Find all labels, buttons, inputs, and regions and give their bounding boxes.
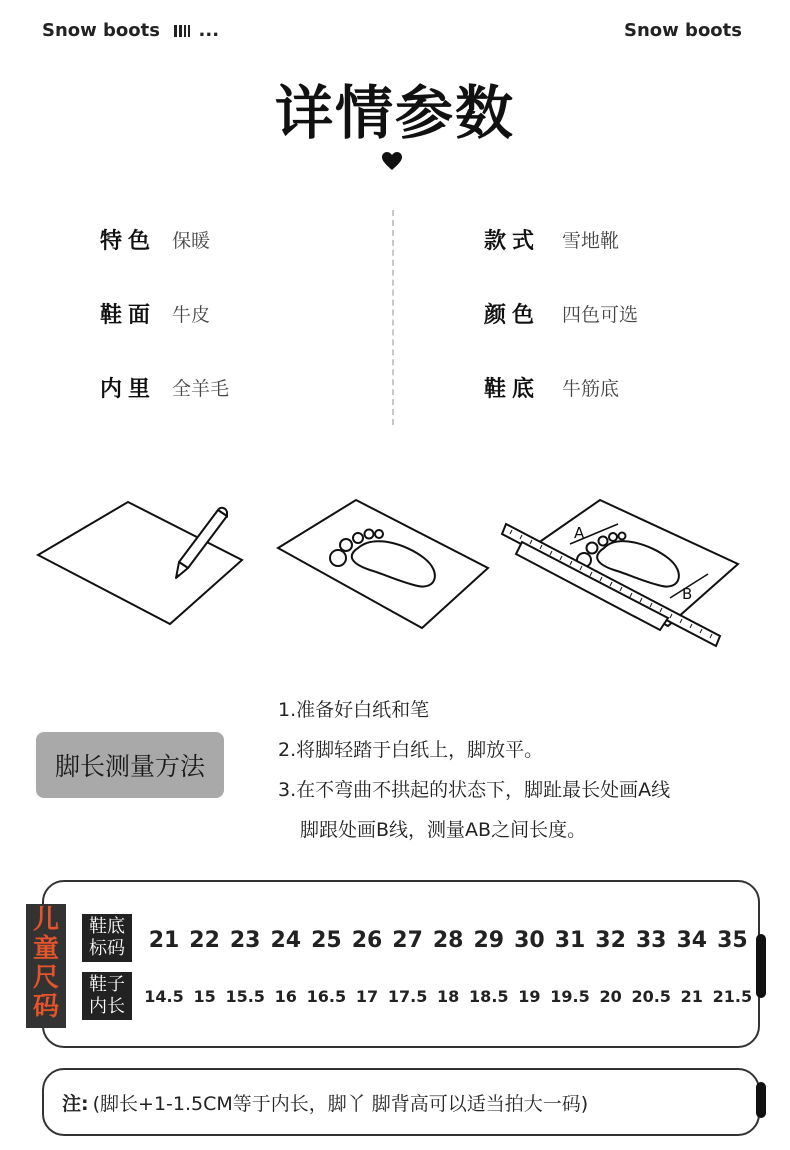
brand-left-text: Snow boots xyxy=(42,20,160,41)
spec-value-sole: 牛筋底 xyxy=(562,378,620,400)
size-chart xyxy=(42,880,760,1048)
size-note xyxy=(42,1068,760,1136)
kids-size-char: 码 xyxy=(32,992,59,1022)
spec-value-upper: 牛皮 xyxy=(172,304,211,326)
inner-length-cell: 15 xyxy=(193,987,216,1006)
step-1: 1.准备好白纸和笔 xyxy=(278,699,430,721)
spec-label-style: 款式 xyxy=(484,229,541,254)
mark-b-label: B xyxy=(682,585,693,603)
kids-size-label xyxy=(26,904,66,1028)
inner-length-row-label-line: 鞋子 xyxy=(89,974,125,995)
brand-bars-icon xyxy=(174,21,192,42)
size-cell: 32 xyxy=(595,928,626,953)
spec-label-sole: 鞋底 xyxy=(484,377,541,402)
size-row-label xyxy=(82,914,132,962)
size-cell: 34 xyxy=(676,928,708,953)
brand-right: Snow boots xyxy=(624,20,742,41)
size-cell: 31 xyxy=(554,928,586,953)
kids-size-char: 尺 xyxy=(32,963,59,993)
size-cell: 35 xyxy=(717,928,748,953)
size-cell: 27 xyxy=(392,928,423,953)
brand-left xyxy=(42,20,219,42)
spec-divider xyxy=(392,210,394,425)
inner-length-cell: 18 xyxy=(437,987,460,1006)
footprint-illustration xyxy=(272,498,494,633)
size-cell: 33 xyxy=(635,928,667,953)
size-chart-scrollbar[interactable] xyxy=(756,934,766,998)
size-cell: 21 xyxy=(148,928,180,953)
inner-length-cell: 16 xyxy=(274,987,297,1006)
spec-label-upper: 鞋面 xyxy=(100,303,157,328)
page-title: 详情参数 xyxy=(274,79,515,147)
inner-length-cell: 20.5 xyxy=(631,987,671,1006)
size-cell: 24 xyxy=(270,928,302,953)
inner-length-cell: 15.5 xyxy=(225,987,265,1006)
spec-value-feature: 保暖 xyxy=(172,230,211,252)
heart-icon xyxy=(380,150,404,172)
spec-value-lining: 全羊毛 xyxy=(172,378,230,400)
size-row-label-line: 标码 xyxy=(89,938,125,959)
step-3: 3.在不弯曲不拱起的状态下，脚趾最长处画A线 xyxy=(278,779,671,801)
size-cell: 29 xyxy=(473,928,505,953)
inner-length-row-label-line: 内长 xyxy=(89,996,125,1017)
step-3-continued: 脚跟处画B线，测量AB之间长度。 xyxy=(300,819,587,841)
inner-length-cell: 21 xyxy=(680,987,703,1006)
measure-steps xyxy=(278,690,670,850)
inner-length-row-label xyxy=(82,972,132,1020)
inner-length-cell: 19.5 xyxy=(550,987,590,1006)
note-text: (脚长+1-1.5CM等于内长，脚丫 脚背高可以适当拍大一码) xyxy=(92,1092,589,1115)
size-cell: 28 xyxy=(432,928,464,953)
size-cell: 23 xyxy=(229,928,261,953)
kids-size-char: 童 xyxy=(32,934,59,964)
brand-left-ellipsis: ... xyxy=(198,20,220,41)
size-cell: 26 xyxy=(351,928,383,953)
inner-length-cell: 17.5 xyxy=(387,987,428,1006)
measure-illustration xyxy=(500,494,744,650)
spec-value-color: 四色可选 xyxy=(562,304,639,326)
size-cell: 30 xyxy=(514,928,545,953)
inner-length-cell: 18.5 xyxy=(469,987,509,1006)
step-2: 2.将脚轻踏于白纸上，脚放平。 xyxy=(278,739,544,761)
kids-size-char: 儿 xyxy=(32,905,59,935)
size-row-label-line: 鞋底 xyxy=(89,916,125,937)
note-prefix: 注: xyxy=(62,1092,89,1115)
inner-length-cell: 14.5 xyxy=(144,987,184,1006)
pencil-icon xyxy=(176,508,227,578)
note-scrollbar[interactable] xyxy=(756,1082,766,1118)
footprint-icon xyxy=(330,530,435,587)
spec-label-color: 颜色 xyxy=(484,303,541,328)
size-cell: 25 xyxy=(311,928,342,953)
spec-label-lining: 内里 xyxy=(100,377,157,402)
paper-pencil-illustration xyxy=(30,500,250,630)
inner-length-cell: 19 xyxy=(518,987,541,1006)
inner-length-cell: 20 xyxy=(599,987,622,1006)
mark-a-label: A xyxy=(574,524,585,542)
spec-label-feature: 特色 xyxy=(100,229,157,254)
inner-length-cell: 17 xyxy=(355,987,379,1006)
size-cell: 22 xyxy=(189,928,220,953)
spec-value-style: 雪地靴 xyxy=(562,230,620,252)
inner-length-cell: 21.5 xyxy=(712,987,753,1006)
inner-length-cell: 16.5 xyxy=(306,987,347,1006)
measure-method-label: 脚长测量方法 xyxy=(36,732,224,798)
